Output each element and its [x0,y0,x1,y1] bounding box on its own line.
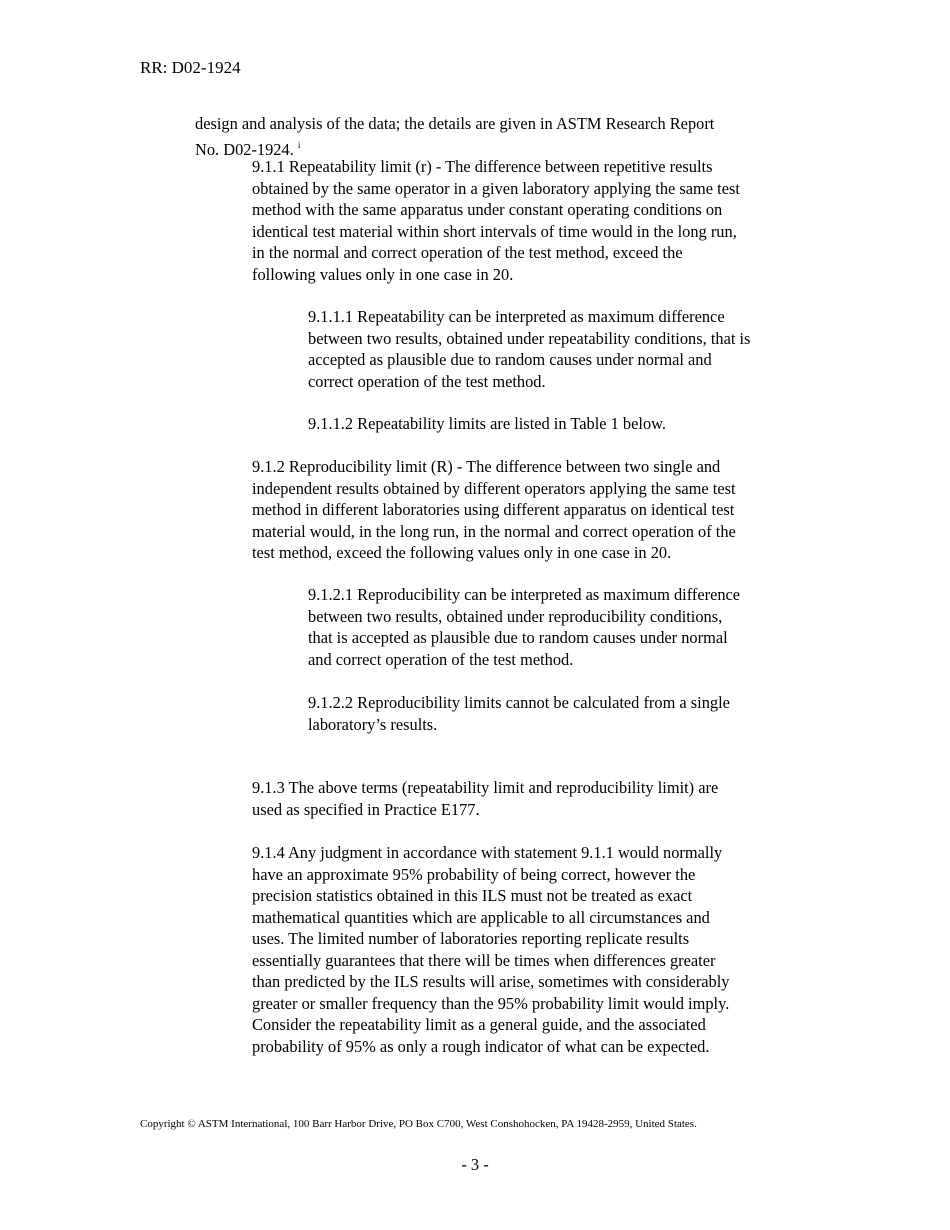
text-line: that is accepted as plausible due to random causes under normal [308,628,728,647]
text-line: method in different laboratories using different apparatus on identical test [252,500,735,519]
text-line: 9.1.4 Any judgment in accordance with statement 9.1.1 would normally [252,843,723,862]
page-number: - 3 - [461,1155,489,1174]
text-line: laboratory’s results. [308,714,438,734]
text-line: obtained by the same operator in a given laboratory applying the same test [252,178,740,198]
section-9-1-4 [252,842,730,1057]
section-9-1-2-1 [308,584,740,670]
text-line: test method, exceed the following values only in one case in 20. [252,543,672,562]
text-line: have an approximate 95% probability of being correct, however the [252,864,696,884]
text-line: between two results, obtained under reproducibility conditions, [308,606,723,626]
text-line: probability of 95% as only a rough indicator of what can be expected. [252,1036,710,1056]
section-9-1-1 [252,156,740,285]
text-line: design and analysis of the data; the details are given in ASTM Research Report [195,114,715,133]
report-id-header: RR: D02-1924 [140,58,241,77]
text-line: than predicted by the ILS results will arise, sometimes with considerably [252,972,730,991]
text-line: uses. The limited number of laboratories reporting replicate results [252,929,690,948]
section-9-1-2-2 [308,692,730,735]
text-line: 9.1.2 Reproducibility limit (R) - The difference between two single and [252,457,721,476]
text-line: mathematical quantities which are applicable to all circumstances and [252,907,710,927]
text-line: identical test material within short intervals of time would in the long run, [252,221,737,241]
text-line: accepted as plausible due to random causes under normal and [308,350,712,369]
text-line: 9.1.3 The above terms (repeatability limit and reproducibility limit) are [252,778,719,797]
copyright-footer: Copyright © ASTM International, 100 Barr Harbor Drive, PO Box C700, West Conshohocken, PA 19428-2959, United States. [140,1118,697,1130]
intro-paragraph [195,113,714,160]
text-line: between two results, obtained under repeatability conditions, that is [308,328,751,348]
text-line: in the normal and correct operation of the test method, exceed the [252,243,683,262]
text-line: 9.1.1 Repeatability limit (r) - The difference between repetitive results [252,157,713,176]
text-line: essentially guarantees that there will be times when differences greater [252,950,716,970]
text-line: used as specified in Practice E177. [252,799,480,819]
text-line: method with the same apparatus under constant operating conditions on [252,200,723,219]
text-line: precision statistics obtained in this ILS must not be treated as exact [252,886,693,905]
text-line: material would, in the long run, in the normal and correct operation of the [252,521,736,541]
text-line: 9.1.2.1 Reproducibility can be interpreted as maximum difference [308,585,741,604]
text-line: independent results obtained by different operators applying the same test [252,478,736,498]
text-line: greater or smaller frequency than the 95% probability limit would imply. [252,993,730,1013]
footnote-marker: i [297,139,301,150]
text-line: correct operation of the test method. [308,371,546,391]
section-9-1-3 [252,777,718,820]
text-line: 9.1.1.2 Repeatability limits are listed in Table 1 below. [308,414,667,433]
text-line: following values only in one case in 20. [252,264,514,284]
text-line: Consider the repeatability limit as a general guide, and the associated [252,1015,706,1034]
text-line: and correct operation of the test method. [308,649,574,669]
text-line: 9.1.1.1 Repeatability can be interpreted as maximum difference [308,307,725,326]
text-line: No. D02-1924. $^i$ [195,139,301,159]
section-9-1-1-1 [308,306,750,392]
section-9-1-1-2 [308,413,666,435]
text-line: 9.1.2.2 Reproducibility limits cannot be calculated from a single [308,693,730,712]
section-9-1-2 [252,456,736,564]
